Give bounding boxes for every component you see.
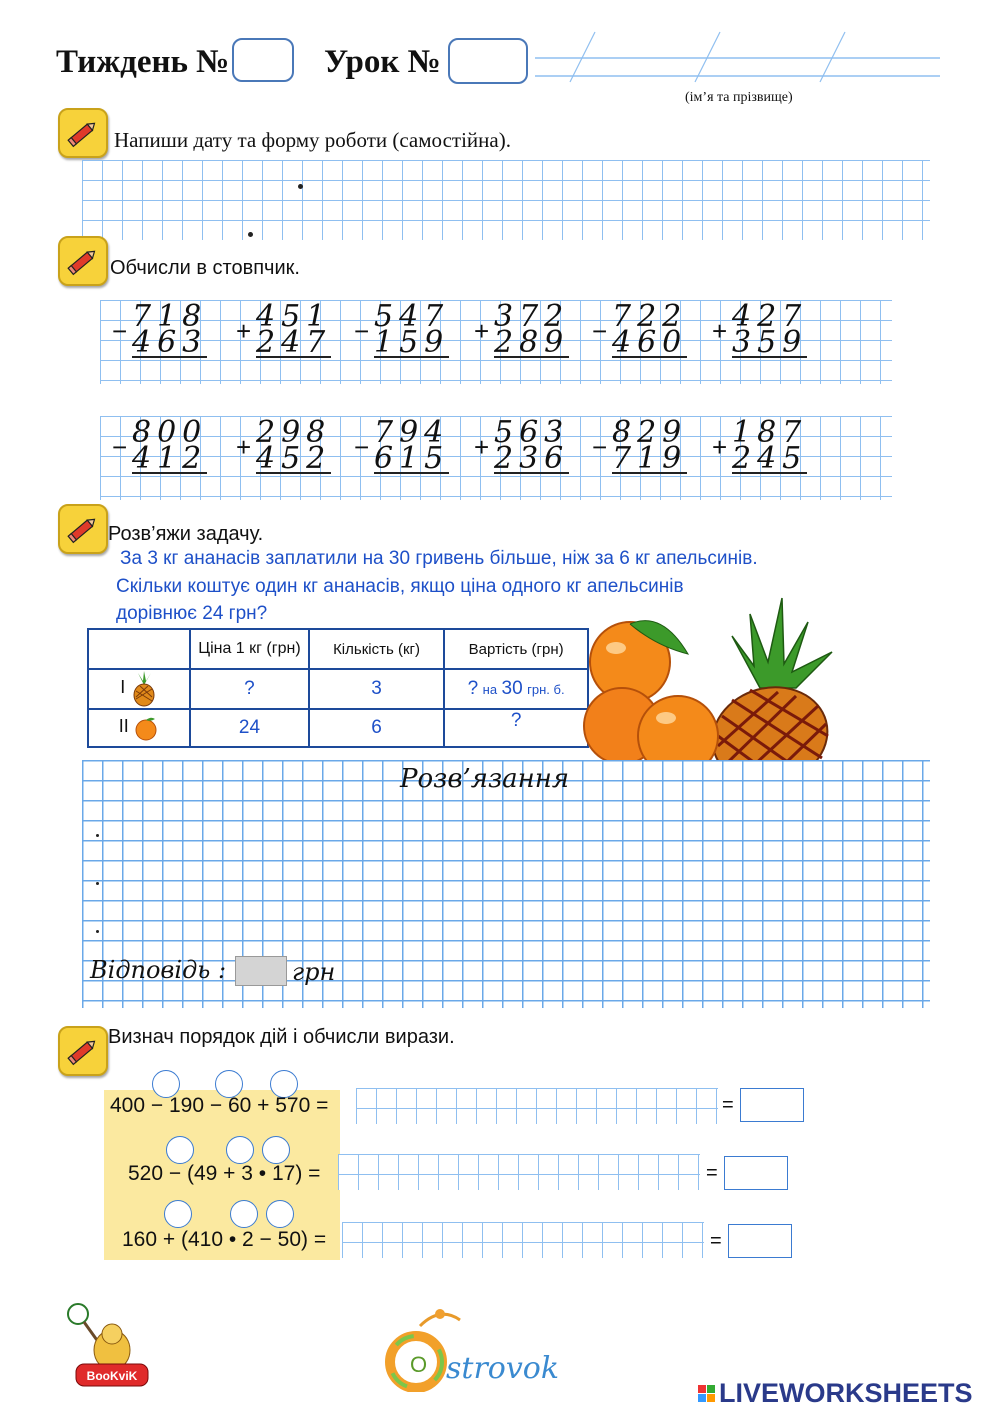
answer-unit: грн bbox=[292, 958, 336, 986]
lesson-number-input[interactable] bbox=[448, 38, 528, 84]
row2-label-cell bbox=[88, 709, 190, 747]
answer-label: Відповідь : bbox=[90, 956, 227, 984]
answer-input[interactable] bbox=[235, 956, 287, 986]
row1-cost-question[interactable]: ? bbox=[467, 678, 479, 699]
ostrovok-logo bbox=[380, 1306, 600, 1392]
column-calculation bbox=[374, 299, 450, 360]
calc-top-number: 794 bbox=[374, 415, 450, 450]
row1-label-cell bbox=[88, 669, 190, 709]
expression-2-answer[interactable] bbox=[724, 1156, 788, 1190]
order-circle[interactable] bbox=[262, 1136, 290, 1164]
column-calculation bbox=[494, 415, 570, 476]
calc-top-number: 563 bbox=[494, 415, 570, 450]
column-calculation bbox=[612, 299, 688, 360]
row2-qty: 6 bbox=[309, 709, 444, 747]
calc-bottom-number: 247 bbox=[256, 325, 332, 360]
row1-qty: 3 bbox=[309, 669, 444, 709]
expression-2-grid[interactable] bbox=[338, 1154, 700, 1190]
row1-price[interactable]: ? bbox=[190, 669, 309, 709]
calc-bottom-number: 159 bbox=[374, 325, 450, 360]
calc-top-number: 427 bbox=[732, 299, 808, 334]
dot bbox=[248, 232, 253, 237]
expression-1-answer[interactable] bbox=[740, 1088, 804, 1122]
week-label: Тиждень № bbox=[56, 44, 230, 80]
orange-icon bbox=[584, 621, 718, 776]
order-circle[interactable] bbox=[164, 1200, 192, 1228]
calc-top-number: 718 bbox=[132, 299, 208, 334]
row2-cost[interactable]: ? bbox=[444, 709, 588, 747]
column-calculation bbox=[612, 415, 688, 476]
col-qty-header: Кількість (кг) bbox=[309, 629, 444, 669]
fruit-illustration bbox=[582, 596, 844, 786]
column-calculation bbox=[494, 299, 570, 360]
calc-operator: − bbox=[354, 432, 370, 462]
lesson-label: Урок № bbox=[324, 44, 441, 80]
calc-top-number: 829 bbox=[612, 415, 688, 450]
calc-operator: + bbox=[236, 432, 252, 462]
expression-3-grid[interactable] bbox=[342, 1222, 704, 1258]
calc-operator: + bbox=[474, 432, 490, 462]
calc-bottom-number: 460 bbox=[612, 325, 688, 360]
solution-title: Розв’язання bbox=[400, 764, 570, 794]
column-calculation bbox=[132, 299, 208, 360]
task2-text: Обчисли в стовпчик. bbox=[110, 257, 300, 279]
liveworksheets-icon bbox=[698, 1385, 715, 1402]
ostrovok-text: strovok bbox=[446, 1351, 560, 1386]
pencil-badge-icon bbox=[58, 108, 108, 158]
calc-bottom-number: 245 bbox=[732, 441, 808, 476]
orange-small-icon bbox=[133, 715, 159, 741]
col-cost-header: Вартість (грн) bbox=[444, 629, 588, 669]
equals-sign: = bbox=[710, 1230, 722, 1252]
row1-cost-num: 30 bbox=[501, 678, 523, 699]
calc-top-number: 187 bbox=[732, 415, 808, 450]
task4-text: Визнач порядок дій і обчисли вирази. bbox=[108, 1026, 455, 1048]
column-calculation bbox=[374, 415, 450, 476]
calc-operator: + bbox=[474, 316, 490, 346]
bookvik-logo bbox=[64, 1300, 154, 1392]
calc-bottom-number: 452 bbox=[256, 441, 332, 476]
expression-3-answer[interactable] bbox=[728, 1224, 792, 1258]
calc-bottom-number: 463 bbox=[132, 325, 208, 360]
equals-sign: = bbox=[722, 1094, 734, 1116]
order-circle[interactable] bbox=[226, 1136, 254, 1164]
pencil-badge-icon bbox=[58, 236, 108, 286]
liveworksheets-logo bbox=[698, 1378, 973, 1409]
calc-top-number: 372 bbox=[494, 299, 570, 334]
calc-operator: + bbox=[712, 432, 728, 462]
problem-line-3: дорівнює 24 грн? bbox=[116, 603, 268, 624]
calc-operator: − bbox=[592, 316, 608, 346]
calc-bottom-number: 289 bbox=[494, 325, 570, 360]
calc-operator: + bbox=[236, 316, 252, 346]
dot bbox=[96, 882, 99, 885]
calc-top-number: 722 bbox=[612, 299, 688, 334]
row2-label: II bbox=[118, 716, 129, 737]
calc-bottom-number: 615 bbox=[374, 441, 450, 476]
name-input[interactable] bbox=[540, 52, 930, 76]
column-calculation bbox=[256, 299, 332, 360]
task3-text: Розв’яжи задачу. bbox=[108, 523, 264, 545]
expression-3: 160 + (410 • 2 − 50) = bbox=[122, 1228, 327, 1251]
col-price-header: Ціна 1 кг (грн) bbox=[190, 629, 309, 669]
liveworksheets-text: LIVEWORKSHEETS bbox=[719, 1378, 973, 1408]
problem-line-1: За 3 кг ананасів заплатили на 30 гривень більше, ніж за 6 кг апельсинів. bbox=[120, 548, 758, 569]
row1-cost-cell bbox=[444, 669, 588, 709]
row1-cost-note: на bbox=[482, 682, 498, 697]
calc-top-number: 451 bbox=[256, 299, 332, 334]
calc-operator: − bbox=[112, 316, 128, 346]
name-caption: (ім’я та прізвище) bbox=[685, 90, 793, 105]
dot bbox=[96, 834, 99, 837]
column-calculation bbox=[732, 299, 808, 360]
calc-bottom-number: 359 bbox=[732, 325, 808, 360]
expression-2: 520 − (49 + 3 • 17) = bbox=[128, 1162, 321, 1185]
calc-operator: − bbox=[592, 432, 608, 462]
dot bbox=[96, 930, 99, 933]
row1-label: I bbox=[120, 677, 126, 698]
week-number-input[interactable] bbox=[232, 38, 294, 82]
task1-text: Напиши дату та форму роботи (самостійна). bbox=[114, 128, 511, 152]
order-circle[interactable] bbox=[166, 1136, 194, 1164]
column-calculation bbox=[132, 415, 208, 476]
ostrovok-initial: O bbox=[410, 1352, 428, 1377]
calc-operator: − bbox=[112, 432, 128, 462]
row2-price: 24 bbox=[190, 709, 309, 747]
calc-bottom-number: 719 bbox=[612, 441, 688, 476]
calc-bottom-number: 236 bbox=[494, 441, 570, 476]
dot bbox=[298, 184, 303, 189]
bookvik-text: BooKviK bbox=[86, 1369, 138, 1383]
order-circle[interactable] bbox=[230, 1200, 258, 1228]
pencil-badge-icon bbox=[58, 1026, 108, 1076]
date-grid[interactable] bbox=[82, 160, 930, 240]
row1-cost-unit: грн. б. bbox=[527, 682, 565, 697]
pineapple-small-icon bbox=[130, 671, 158, 707]
problem-table bbox=[87, 628, 589, 748]
calc-bottom-number: 412 bbox=[132, 441, 208, 476]
calc-top-number: 800 bbox=[132, 415, 208, 450]
order-circle[interactable] bbox=[266, 1200, 294, 1228]
expression-1: 400 − 190 − 60 + 570 = bbox=[110, 1094, 329, 1117]
column-calculation bbox=[256, 415, 332, 476]
pineapple-icon bbox=[702, 598, 839, 786]
problem-line-2: Скільки коштує один кг ананасів, якщо ціна одного кг апельсинів bbox=[116, 576, 684, 597]
expression-1-grid[interactable] bbox=[356, 1088, 718, 1124]
column-calculation bbox=[732, 415, 808, 476]
pencil-badge-icon bbox=[58, 504, 108, 554]
equals-sign: = bbox=[706, 1162, 718, 1184]
calc-top-number: 298 bbox=[256, 415, 332, 450]
table-corner bbox=[88, 629, 190, 669]
calc-top-number: 547 bbox=[374, 299, 450, 334]
calc-operator: − bbox=[354, 316, 370, 346]
calc-operator: + bbox=[712, 316, 728, 346]
